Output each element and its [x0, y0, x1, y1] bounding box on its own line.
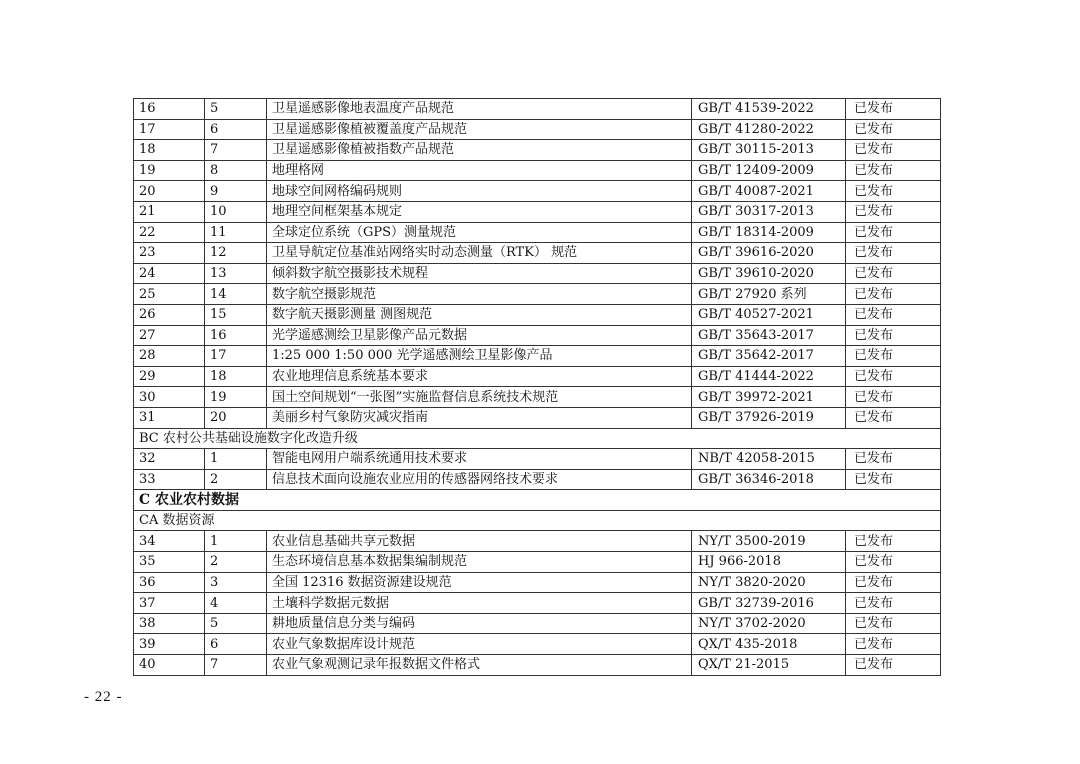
standard-code-cell: GB/T 39616-2020	[692, 243, 846, 264]
standard-name-cell: 信息技术面向设施农业应用的传感器网络技术要求	[267, 469, 692, 490]
status-cell: 已发布	[846, 613, 941, 634]
standard-code-cell: GB/T 35642-2017	[692, 346, 846, 367]
section-header-row	[134, 510, 941, 531]
table-row	[134, 552, 941, 573]
standard-code-cell: GB/T 35643-2017	[692, 325, 846, 346]
serial-number-cell: 30	[134, 387, 205, 408]
table-row	[134, 449, 941, 470]
status-cell: 已发布	[846, 181, 941, 202]
sub-number-cell: 6	[205, 634, 267, 655]
sub-number-cell: 4	[205, 593, 267, 614]
section-header-row	[134, 490, 941, 511]
table-row	[134, 243, 941, 264]
standard-name-cell: 地理格网	[267, 160, 692, 181]
table-row	[134, 119, 941, 140]
standard-code-cell: QX/T 435-2018	[692, 634, 846, 655]
status-cell: 已发布	[846, 449, 941, 470]
table-row	[134, 263, 941, 284]
sub-number-cell: 6	[205, 119, 267, 140]
standard-code-cell: GB/T 41280-2022	[692, 119, 846, 140]
standard-code-cell: GB/T 12409-2009	[692, 160, 846, 181]
standard-name-cell: 数字航天摄影测量 测图规范	[267, 304, 692, 325]
sub-number-cell: 14	[205, 284, 267, 305]
standard-code-cell: NY/T 3500-2019	[692, 531, 846, 552]
standard-name-cell: 全球定位系统（GPS）测量规范	[267, 222, 692, 243]
status-cell: 已发布	[846, 243, 941, 264]
status-cell: 已发布	[846, 160, 941, 181]
standard-name-cell: 卫星遥感影像植被覆盖度产品规范	[267, 119, 692, 140]
sub-number-cell: 11	[205, 222, 267, 243]
standard-code-cell: GB/T 36346-2018	[692, 469, 846, 490]
table-row	[134, 407, 941, 428]
serial-number-cell: 23	[134, 243, 205, 264]
standard-code-cell: GB/T 39972-2021	[692, 387, 846, 408]
serial-number-cell: 25	[134, 284, 205, 305]
status-cell: 已发布	[846, 201, 941, 222]
status-cell: 已发布	[846, 531, 941, 552]
serial-number-cell: 16	[134, 99, 205, 120]
section-title: BC 农村公共基础设施数字化改造升级	[134, 428, 941, 449]
standard-name-cell: 农业地理信息系统基本要求	[267, 366, 692, 387]
table-row	[134, 160, 941, 181]
sub-number-cell: 7	[205, 655, 267, 676]
sub-number-cell: 13	[205, 263, 267, 284]
table-row	[134, 346, 941, 367]
standard-name-cell: 农业气象数据库设计规范	[267, 634, 692, 655]
sub-number-cell: 2	[205, 469, 267, 490]
sub-number-cell: 8	[205, 160, 267, 181]
serial-number-cell: 37	[134, 593, 205, 614]
standard-name-cell: 倾斜数字航空摄影技术规程	[267, 263, 692, 284]
standard-name-cell: 1:25 000 1:50 000 光学遥感测绘卫星影像产品	[267, 346, 692, 367]
sub-number-cell: 3	[205, 572, 267, 593]
table-row	[134, 284, 941, 305]
sub-number-cell: 12	[205, 243, 267, 264]
status-cell: 已发布	[846, 263, 941, 284]
table-row	[134, 469, 941, 490]
serial-number-cell: 24	[134, 263, 205, 284]
status-cell: 已发布	[846, 119, 941, 140]
status-cell: 已发布	[846, 140, 941, 161]
serial-number-cell: 29	[134, 366, 205, 387]
sub-number-cell: 19	[205, 387, 267, 408]
standard-name-cell: 卫星遥感影像植被指数产品规范	[267, 140, 692, 161]
serial-number-cell: 38	[134, 613, 205, 634]
serial-number-cell: 39	[134, 634, 205, 655]
status-cell: 已发布	[846, 469, 941, 490]
standard-name-cell: 全国 12316 数据资源建设规范	[267, 572, 692, 593]
standard-code-cell: QX/T 21-2015	[692, 655, 846, 676]
status-cell: 已发布	[846, 655, 941, 676]
standards-table-body	[134, 99, 941, 676]
standard-code-cell: GB/T 40087-2021	[692, 181, 846, 202]
sub-number-cell: 20	[205, 407, 267, 428]
sub-number-cell: 18	[205, 366, 267, 387]
sub-number-cell: 5	[205, 613, 267, 634]
sub-number-cell: 1	[205, 449, 267, 470]
standard-code-cell: GB/T 30317-2013	[692, 201, 846, 222]
table-row	[134, 140, 941, 161]
status-cell: 已发布	[846, 634, 941, 655]
standard-name-cell: 地理空间框架基本规定	[267, 201, 692, 222]
table-row	[134, 201, 941, 222]
standard-code-cell: GB/T 27920 系列	[692, 284, 846, 305]
standard-code-cell: GB/T 18314-2009	[692, 222, 846, 243]
standard-code-cell: GB/T 41444-2022	[692, 366, 846, 387]
table-row	[134, 634, 941, 655]
standard-name-cell: 地球空间网格编码规则	[267, 181, 692, 202]
sub-number-cell: 7	[205, 140, 267, 161]
table-row	[134, 613, 941, 634]
status-cell: 已发布	[846, 593, 941, 614]
serial-number-cell: 22	[134, 222, 205, 243]
serial-number-cell: 31	[134, 407, 205, 428]
table-row	[134, 222, 941, 243]
standard-code-cell: HJ 966-2018	[692, 552, 846, 573]
standard-code-cell: GB/T 39610-2020	[692, 263, 846, 284]
standard-name-cell: 智能电网用户端系统通用技术要求	[267, 449, 692, 470]
status-cell: 已发布	[846, 552, 941, 573]
section-title: C 农业农村数据	[134, 490, 941, 511]
serial-number-cell: 20	[134, 181, 205, 202]
standard-name-cell: 生态环境信息基本数据集编制规范	[267, 552, 692, 573]
standard-name-cell: 农业气象观测记录年报数据文件格式	[267, 655, 692, 676]
serial-number-cell: 33	[134, 469, 205, 490]
status-cell: 已发布	[846, 284, 941, 305]
serial-number-cell: 17	[134, 119, 205, 140]
sub-number-cell: 2	[205, 552, 267, 573]
page-number: - 22 -	[84, 689, 123, 705]
standard-code-cell: GB/T 41539-2022	[692, 99, 846, 120]
serial-number-cell: 19	[134, 160, 205, 181]
standard-name-cell: 耕地质量信息分类与编码	[267, 613, 692, 634]
standard-name-cell: 美丽乡村气象防灾减灾指南	[267, 407, 692, 428]
standard-name-cell: 卫星导航定位基准站网络实时动态测量（RTK） 规范	[267, 243, 692, 264]
sub-number-cell: 9	[205, 181, 267, 202]
standard-name-cell: 国土空间规划“一张图”实施监督信息系统技术规范	[267, 387, 692, 408]
sub-number-cell: 1	[205, 531, 267, 552]
table-row	[134, 655, 941, 676]
table-row	[134, 304, 941, 325]
standard-name-cell: 数字航空摄影规范	[267, 284, 692, 305]
sub-number-cell: 10	[205, 201, 267, 222]
serial-number-cell: 26	[134, 304, 205, 325]
standard-code-cell: NY/T 3820-2020	[692, 572, 846, 593]
serial-number-cell: 36	[134, 572, 205, 593]
table-row	[134, 325, 941, 346]
serial-number-cell: 21	[134, 201, 205, 222]
table-row	[134, 99, 941, 120]
standard-name-cell: 土壤科学数据元数据	[267, 593, 692, 614]
standard-name-cell: 农业信息基础共享元数据	[267, 531, 692, 552]
standards-table	[133, 98, 941, 676]
serial-number-cell: 18	[134, 140, 205, 161]
serial-number-cell: 35	[134, 552, 205, 573]
section-header-row	[134, 428, 941, 449]
table-row	[134, 181, 941, 202]
status-cell: 已发布	[846, 572, 941, 593]
status-cell: 已发布	[846, 407, 941, 428]
standard-name-cell: 卫星遥感影像地表温度产品规范	[267, 99, 692, 120]
standard-code-cell: GB/T 32739-2016	[692, 593, 846, 614]
standard-code-cell: GB/T 30115-2013	[692, 140, 846, 161]
sub-number-cell: 17	[205, 346, 267, 367]
standard-code-cell: GB/T 37926-2019	[692, 407, 846, 428]
status-cell: 已发布	[846, 222, 941, 243]
standard-code-cell: GB/T 40527-2021	[692, 304, 846, 325]
sub-number-cell: 15	[205, 304, 267, 325]
sub-number-cell: 5	[205, 99, 267, 120]
table-row	[134, 593, 941, 614]
status-cell: 已发布	[846, 304, 941, 325]
serial-number-cell: 27	[134, 325, 205, 346]
table-row	[134, 572, 941, 593]
status-cell: 已发布	[846, 346, 941, 367]
serial-number-cell: 40	[134, 655, 205, 676]
table-row	[134, 366, 941, 387]
serial-number-cell: 32	[134, 449, 205, 470]
standard-code-cell: NB/T 42058-2015	[692, 449, 846, 470]
standard-name-cell: 光学遥感测绘卫星影像产品元数据	[267, 325, 692, 346]
status-cell: 已发布	[846, 99, 941, 120]
serial-number-cell: 34	[134, 531, 205, 552]
sub-number-cell: 16	[205, 325, 267, 346]
section-title: CA 数据资源	[134, 510, 941, 531]
status-cell: 已发布	[846, 325, 941, 346]
standard-code-cell: NY/T 3702-2020	[692, 613, 846, 634]
table-row	[134, 531, 941, 552]
serial-number-cell: 28	[134, 346, 205, 367]
status-cell: 已发布	[846, 387, 941, 408]
table-row	[134, 387, 941, 408]
status-cell: 已发布	[846, 366, 941, 387]
